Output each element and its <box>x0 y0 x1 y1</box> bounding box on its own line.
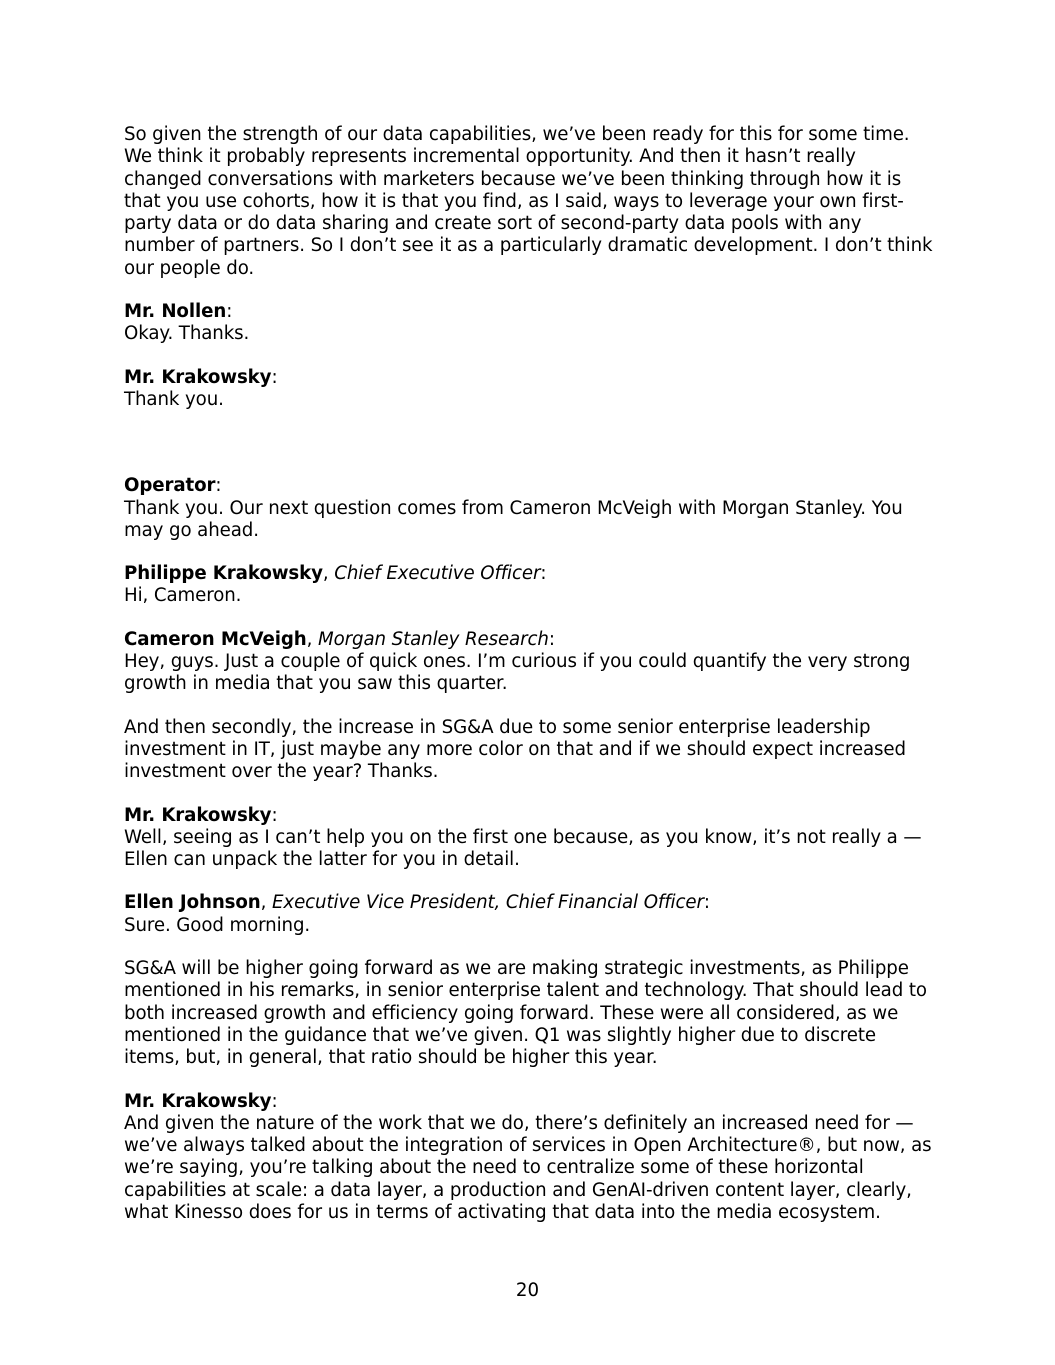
speaker-name: Ellen Johnson <box>124 892 261 914</box>
speaker-text: Okay. Thanks. <box>124 323 250 345</box>
paragraph-text: So given the strength of our data capabilities, we’ve been ready for this for some time. We think it probably represents incremental opportunity. And then it hasn’t really changed conversations with marketers because we’ve been thinking through how it is that you use cohorts, how it is that you find, as I said, ways to leverage your own first-party data or do data sharing and create sort of second-party data pools with any number of partners. So I don’t see it as a particularly dramatic development. I don’t think our people do. <box>124 124 933 279</box>
speaker-label: Cameron McVeigh, Morgan Stanley Research: <box>124 628 555 650</box>
speaker-role: Chief Executive Officer <box>334 563 541 585</box>
speaker-role: Executive Vice President, Chief Financial Officer <box>272 892 704 914</box>
speaker-label: Mr. Krakowsky: <box>124 804 278 826</box>
paragraph-text: SG&A will be higher going forward as we are making strategic investments, as Philippe mentioned in his remarks, in senior enterprise talent and technology. That should lead to both increased growth and efficiency going forward. These were all considered, as we mentioned in the guidance that we’ve given. Q1 was slightly higher due to discrete items, but, in general, that ratio should be higher this year. <box>124 958 927 1069</box>
speaker-label: Operator: <box>124 475 222 497</box>
speaker-turn <box>124 367 936 412</box>
page-number: 20 <box>515 1280 540 1301</box>
speaker-name: Mr. Krakowsky <box>124 366 272 388</box>
speaker-turn <box>124 475 936 542</box>
speaker-text: Thank you. <box>124 388 224 410</box>
transcript-page <box>124 124 936 1245</box>
speaker-text: Hey, guys. Just a couple of quick ones. I’m curious if you could quantify the very strong growth in media that you saw this quarter. <box>124 651 911 695</box>
speaker-turn <box>124 892 936 937</box>
speaker-name: Philippe Krakowsky <box>124 563 323 585</box>
speaker-turn <box>124 1091 936 1225</box>
speaker-name: Mr. Krakowsky <box>124 804 272 826</box>
speaker-label: Mr. Nollen: <box>124 301 233 323</box>
speaker-name: Operator <box>124 475 216 497</box>
speaker-text: Hi, Cameron. <box>124 585 242 607</box>
speaker-turn <box>124 563 936 608</box>
speaker-role: Morgan Stanley Research <box>318 628 549 650</box>
paragraph-text: And then secondly, the increase in SG&A due to some senior enterprise leadership investment in IT, just maybe any more color on that and if we should expect increased investment over the year? Thanks. <box>124 716 906 783</box>
speaker-label: Mr. Krakowsky: <box>124 366 278 388</box>
speaker-label: Ellen Johnson, Executive Vice President, Chief Financial Officer: <box>124 892 710 914</box>
paragraph <box>124 717 936 784</box>
section-gap <box>124 432 936 475</box>
paragraph <box>124 958 936 1069</box>
speaker-turn <box>124 805 936 872</box>
speaker-turn <box>124 301 936 346</box>
paragraph <box>124 124 936 280</box>
speaker-label: Mr. Krakowsky: <box>124 1090 278 1112</box>
speaker-turn <box>124 629 936 696</box>
speaker-name: Mr. Krakowsky <box>124 1090 272 1112</box>
speaker-name: Mr. Nollen <box>124 301 227 323</box>
speaker-text: And given the nature of the work that we do, there’s definitely an increased need for — we’ve always talked about the integration of services in Open Architecture®, but now, as we’re saying, you’re talking about the need to centralize some of these horizontal capabilities at scale: a data layer, a production and GenAI-driven content layer, clearly, what Kinesso does for us in terms of activating that data into the media ecosystem. <box>124 1112 932 1223</box>
speaker-text: Sure. Good morning. <box>124 914 311 936</box>
speaker-label: Philippe Krakowsky, Chief Executive Officer: <box>124 563 547 585</box>
speaker-name: Cameron McVeigh <box>124 628 307 650</box>
speaker-text: Thank you. Our next question comes from Cameron McVeigh with Morgan Stanley. You may go ahead. <box>124 497 903 541</box>
speaker-text: Well, seeing as I can’t help you on the first one because, as you know, it’s not really a — Ellen can unpack the latter for you in detail. <box>124 826 922 871</box>
